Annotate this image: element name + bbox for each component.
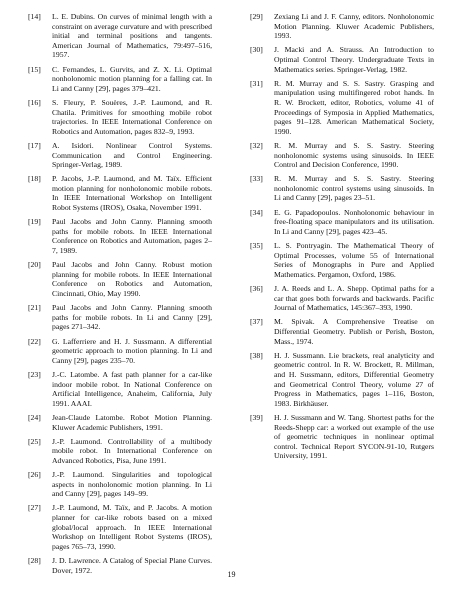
reference-text: Paul Jacobs and John Canny. Robust motion planning for mobile robots. In IEEE International Conference on Robotics and Automation, Cincinnati, Ohio, May 1990. — [52, 260, 212, 298]
reference-text: J.-P. Laumond. Singularities and topological aspects in nonholonomic motion planning. In Li and Canny [29], pages 149–99. — [52, 470, 212, 499]
reference-entry — [250, 284, 434, 313]
reference-text: S. Fleury, P. Souères, J.-P. Laumond, and R. Chatila. Primitives for smoothing mobile robot trajectories. In IEEE International Conference on Robotics and Automation, pages 832–9, 1993. — [52, 97, 212, 136]
reference-text: J.-P. Laumond, M. Taïx, and P. Jacobs. A motion planner for car-like robots based on a mixed global/local approach. In IEEE International Workshop on Intelligent Robot Systems (IROS), pages 765–73, 1990. — [52, 503, 212, 551]
reference-text: Paul Jacobs and John Canny. Planning smooth paths for mobile robots. In Li and Canny [29], pages 271–342. — [52, 303, 212, 332]
reference-number: [14] — [28, 12, 41, 21]
reference-entry — [250, 208, 434, 237]
reference-number: [15] — [28, 64, 41, 74]
reference-entry — [250, 12, 434, 41]
reference-entry — [28, 437, 212, 466]
reference-text: G. Lafferriere and H. J. Sussmann. A differential geometric approach to motion planning. In Li and Canny [29], pages 235–70. — [52, 336, 212, 365]
reference-number: [27] — [28, 503, 41, 513]
reference-number: [18] — [28, 174, 41, 184]
reference-entry — [250, 413, 434, 461]
reference-entry — [28, 303, 212, 332]
reference-number: [17] — [28, 140, 41, 150]
reference-number: [29] — [250, 12, 263, 21]
reference-text: P. Jacobs, J.-P. Laumond, and M. Taïx. Efficient motion planning for nonholonomic mobile robots. In IEEE International Workshop on Intelligent Robot Systems (IROS), Osaka, November 1991. — [52, 174, 212, 213]
reference-number: [26] — [28, 470, 41, 480]
reference-entry — [250, 174, 434, 203]
references-left-column — [28, 12, 212, 580]
page-number: 19 — [227, 570, 236, 579]
reference-entry — [28, 174, 212, 212]
reference-entry — [28, 470, 212, 499]
reference-text: J. Macki and A. Strauss. An Introduction to Optimal Control Theory. Undergraduate Texts in Mathematics series. Springer-Verlag, 1982. — [274, 45, 434, 74]
reference-entry — [250, 45, 434, 74]
reference-text: J.-C. Latombe. A fast path planner for a car-like indoor mobile robot. In National Conference on Artificial Intelligence, Anaheim, California, July 1991. AAAI. — [52, 369, 212, 408]
reference-entry — [28, 370, 212, 408]
reference-number: [20] — [28, 260, 41, 270]
reference-text: H. J. Sussmann and W. Tang. Shortest paths for the Reeds-Shepp car: a worked out example of the use of geometric techniques in nonlinear optimal control. Technical Report SYCON-91-10, Rutgers University, 1991. — [274, 412, 434, 461]
reference-number: [33] — [250, 174, 263, 184]
reference-number: [28] — [28, 556, 41, 565]
reference-entry — [28, 260, 212, 298]
reference-number: [19] — [28, 217, 41, 227]
reference-text: A. Isidori. Nonlinear Control Systems. Communication and Control Engineering. Springer-Verlag, 1989. — [52, 140, 212, 170]
reference-number: [21] — [28, 303, 41, 313]
reference-entry — [28, 503, 212, 551]
reference-entry — [250, 317, 434, 346]
references-right-column — [250, 12, 434, 465]
reference-text: L. E. Dubins. On curves of minimal length with a constraint on average curvature and with prescribed initial and terminal positions and tangents. American Journal of Mathematics, 79:497–516, 1957. — [52, 12, 212, 60]
reference-text: E. G. Papadopoulos. Nonholonomic behaviour in free-floating space manipulators and its utilisation. In Li and Canny [29], pages 423–45. — [274, 207, 434, 236]
reference-number: [39] — [250, 412, 263, 422]
reference-entry — [28, 337, 212, 366]
reference-number: [37] — [250, 317, 263, 327]
reference-entry — [250, 351, 434, 409]
reference-entry — [28, 12, 212, 60]
reference-number: [34] — [250, 207, 263, 217]
reference-number: [38] — [250, 350, 263, 360]
reference-text: R. M. Murray and S. S. Sastry. Steering nonholonomic systems using sinusoids. In IEEE Control and Decision Conference, 1990. — [274, 140, 434, 170]
reference-text: L. S. Pontryagin. The Mathematical Theory of Optimal Processes, volume 55 of International Series of Monographs in Pure and Applied Mathematics. Pergamon, Oxford, 1986. — [274, 241, 434, 279]
reference-number: [32] — [250, 140, 263, 150]
reference-entry — [28, 141, 212, 170]
reference-number: [25] — [28, 436, 41, 446]
reference-text: H. J. Sussmann. Lie brackets, real analyticity and geometric control. In R. W. Brockett, R. Millman, and H. Sussmann, editors, Differential Geometry and Geometrical Control Theory, volume 27 of Progress in Mathematics, pages 1–116, Boston, 1983. Birkhäuser. — [274, 350, 434, 408]
reference-number: [36] — [250, 284, 263, 293]
reference-text: Paul Jacobs and John Canny. Planning smooth paths for mobile robots. In IEEE International Conference on Robotics and Automation, pages 2–7, 1989. — [52, 217, 212, 256]
reference-entry — [28, 65, 212, 94]
reference-number: [35] — [250, 241, 263, 251]
reference-number: [31] — [250, 78, 263, 88]
reference-text: Zexiang Li and J. F. Canny, editors. Nonholonomic Motion Planning. Kluwer Academic Publishers, 1993. — [274, 12, 434, 41]
reference-number: [30] — [250, 45, 263, 55]
reference-entry — [28, 98, 212, 136]
reference-entry — [250, 79, 434, 137]
reference-text: R. M. Murray and S. S. Sastry. Grasping and manipulation using multifingered robot hands. In R. W. Brockett, editor, Robotics, volume 41 of Proceedings of Symposia in Applied Mathematics, pages 91–128. American Mathematical Society, 1990. — [274, 78, 434, 136]
reference-text: C. Fernandes, L. Gurvits, and Z. X. Li. Optimal nonholonomic motion planning for a falling cat. In Li and Canny [29], pages 379–421. — [52, 64, 212, 93]
reference-entry — [28, 217, 212, 255]
reference-number: [16] — [28, 97, 41, 107]
reference-entry — [28, 413, 212, 432]
reference-number: [24] — [28, 412, 41, 422]
reference-text: J. A. Reeds and L. A. Shepp. Optimal paths for a car that goes both forwards and backwards. Pacific Journal of Mathematics, 145:367–393, 1990. — [274, 284, 434, 313]
reference-entry — [250, 241, 434, 279]
reference-text: J. D. Lawrence. A Catalog of Special Plane Curves. Dover, 1972. — [52, 556, 212, 575]
reference-text: R. M. Murray and S. S. Sastry. Steering nonholonomic control systems using sinusoids. In Li and Canny [29], pages 23–51. — [274, 174, 434, 203]
reference-number: [23] — [28, 369, 41, 379]
reference-text: Jean-Claude Latombe. Robot Motion Planning. Kluwer Academic Publishers, 1991. — [52, 412, 212, 432]
reference-text: J.-P. Laumond. Controllability of a multibody mobile robot. In International Conference on Advanced Robotics, Pisa, June 1991. — [52, 436, 212, 465]
reference-number: [22] — [28, 336, 41, 346]
reference-text: M. Spivak. A Comprehensive Treatise on Differential Geometry. Publish or Perish, Boston, Mass., 1974. — [274, 317, 434, 346]
reference-entry — [250, 141, 434, 170]
